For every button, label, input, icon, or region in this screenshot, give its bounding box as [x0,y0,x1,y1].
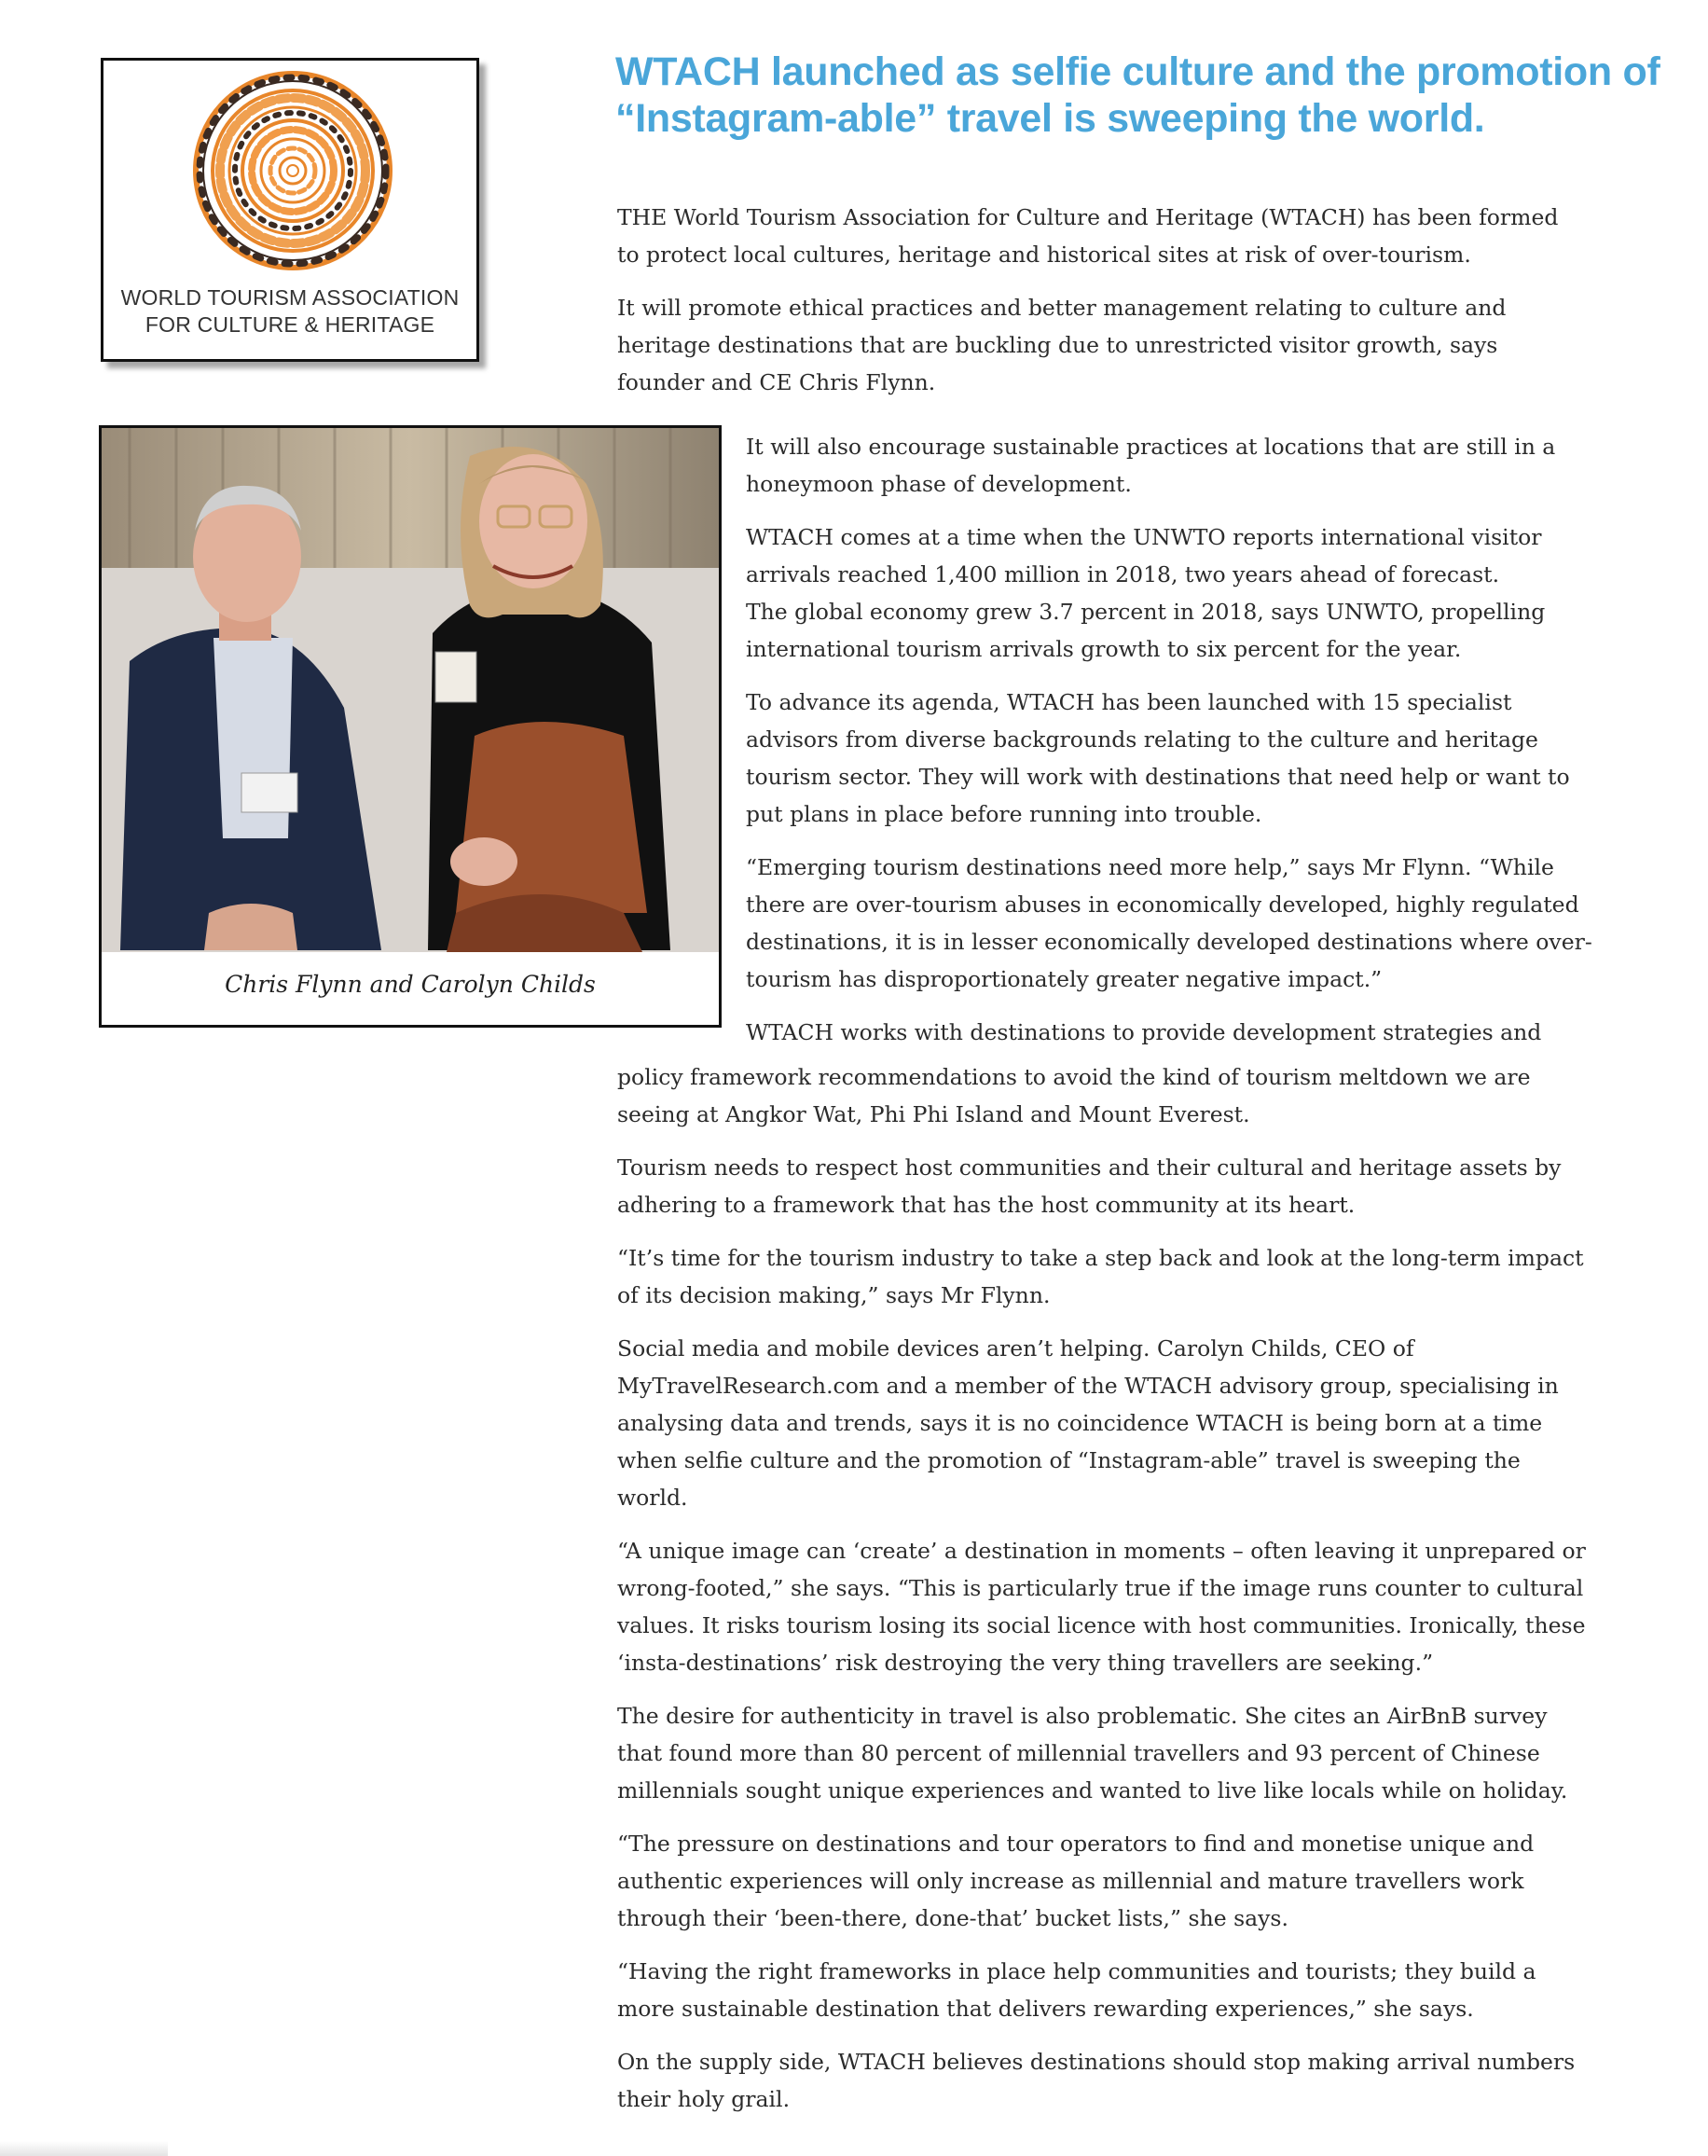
body-paragraph: Tourism needs to respect host communities and their cultural and heritage assets by adhering to a framework that has the host community at its heart. [617,1154,1562,1218]
body-paragraph: It will promote ethical practices and better management relating to culture and heritage destinations that are buckling due to unrestricted visitor growth, says founder and CE Chris Flynn. [617,295,1507,395]
body-paragraph: “The pressure on destinations and tour operators to find and monetise unique and authentic experiences will only increase as millennial and mature travellers work through their ‘been-there, done-that’ bucket lists,” she says. [617,1831,1535,1931]
body-paragraph: policy framework recommendations to avoid the kind of tourism meltdown we are seeing at Angkor Wat, Phi Phi Island and Mount Everest. [617,1064,1531,1127]
mandala-emblem-icon [190,68,395,273]
headline-line-2: “Instagram-able” travel is sweeping the world. [615,96,1485,141]
body-paragraph: THE World Tourism Association for Culture and Heritage (WTACH) has been formed to protect local cultures, heritage and historical sites at risk of over-tourism. [617,204,1559,268]
photo-caption: Chris Flynn and Carolyn Childs [225,971,596,998]
wtach-logo [101,58,479,362]
body-paragraph: The desire for authenticity in travel is also problematic. She cites an AirBnB survey that found more than 80 percent of millennial travellers and 93 percent of Chinese millennials sought unique experiences and wanted to live like locals while on holiday. [617,1703,1568,1804]
body-paragraph: “Emerging tourism destinations need more help,” says Mr Flynn. “While there are over-tourism abuses in economically developed, highly regulated destinations, it is in lesser economically developed destinations where over- tourism has disproportionately greater negative impact.” [746,854,1592,992]
page-edge-shadow [0,2141,168,2156]
body-paragraph: WTACH works with destinations to provide development strategies and [746,1019,1542,1045]
article-headline [615,48,1660,142]
photo-figure [99,425,722,1028]
body-paragraph: “It’s time for the tourism industry to take a step back and look at the long-term impact of its decision making,” says Mr Flynn. [617,1245,1584,1308]
logo-line-1: WORLD TOURISM ASSOCIATION [120,285,460,310]
body-paragraph: To advance its agenda, WTACH has been launched with 15 specialist advisors from diverse backgrounds relating to the culture and heritage tourism sector. They will work with destinations that need help or want to put plans in place before running into trouble. [746,689,1570,827]
logo-line-2: FOR CULTURE & HERITAGE [145,312,435,337]
portrait-photo [102,428,719,952]
body-paragraph: On the supply side, WTACH believes destinations should stop making arrival numbers their holy grail. [617,2049,1576,2112]
headline-line-1: WTACH launched as selfie culture and the promotion of [615,49,1660,94]
body-paragraph: “Having the right frameworks in place help communities and tourists; they build a more sustainable destination that delivers rewarding experiences,” she says. [617,1958,1536,2022]
body-paragraph: It will also encourage sustainable practices at locations that are still in a honeymoon phase of development. [746,434,1556,497]
logo-wordmark [103,284,476,339]
body-paragraph: WTACH comes at a time when the UNWTO reports international visitor arrivals reached 1,400 million in 2018, two years ahead of forecast. The global economy grew 3.7 percent in 2018, says UNWTO, propelling international tourism arrivals growth to six percent for the year. [746,524,1546,662]
body-paragraph: “A unique image can ‘create’ a destination in moments – often leaving it unprepared or wrong-footed,” she says. “This is particularly true if the image runs counter to cultural values. It risks tourism losing its social licence with host communities. Ironically, these ‘insta-destinations’ risk destroying the very thing travellers are seeking.” [617,1538,1586,1676]
body-paragraph: Social media and mobile devices aren’t helping. Carolyn Childs, CEO of MyTravelResearch.com and a member of the WTACH advisory group, specialising in analysing data and trends, says it is no coincidence WTACH is being born at a time when selfie culture and the promotion of “Instagram-able” travel is sweeping the world. [617,1335,1559,1511]
